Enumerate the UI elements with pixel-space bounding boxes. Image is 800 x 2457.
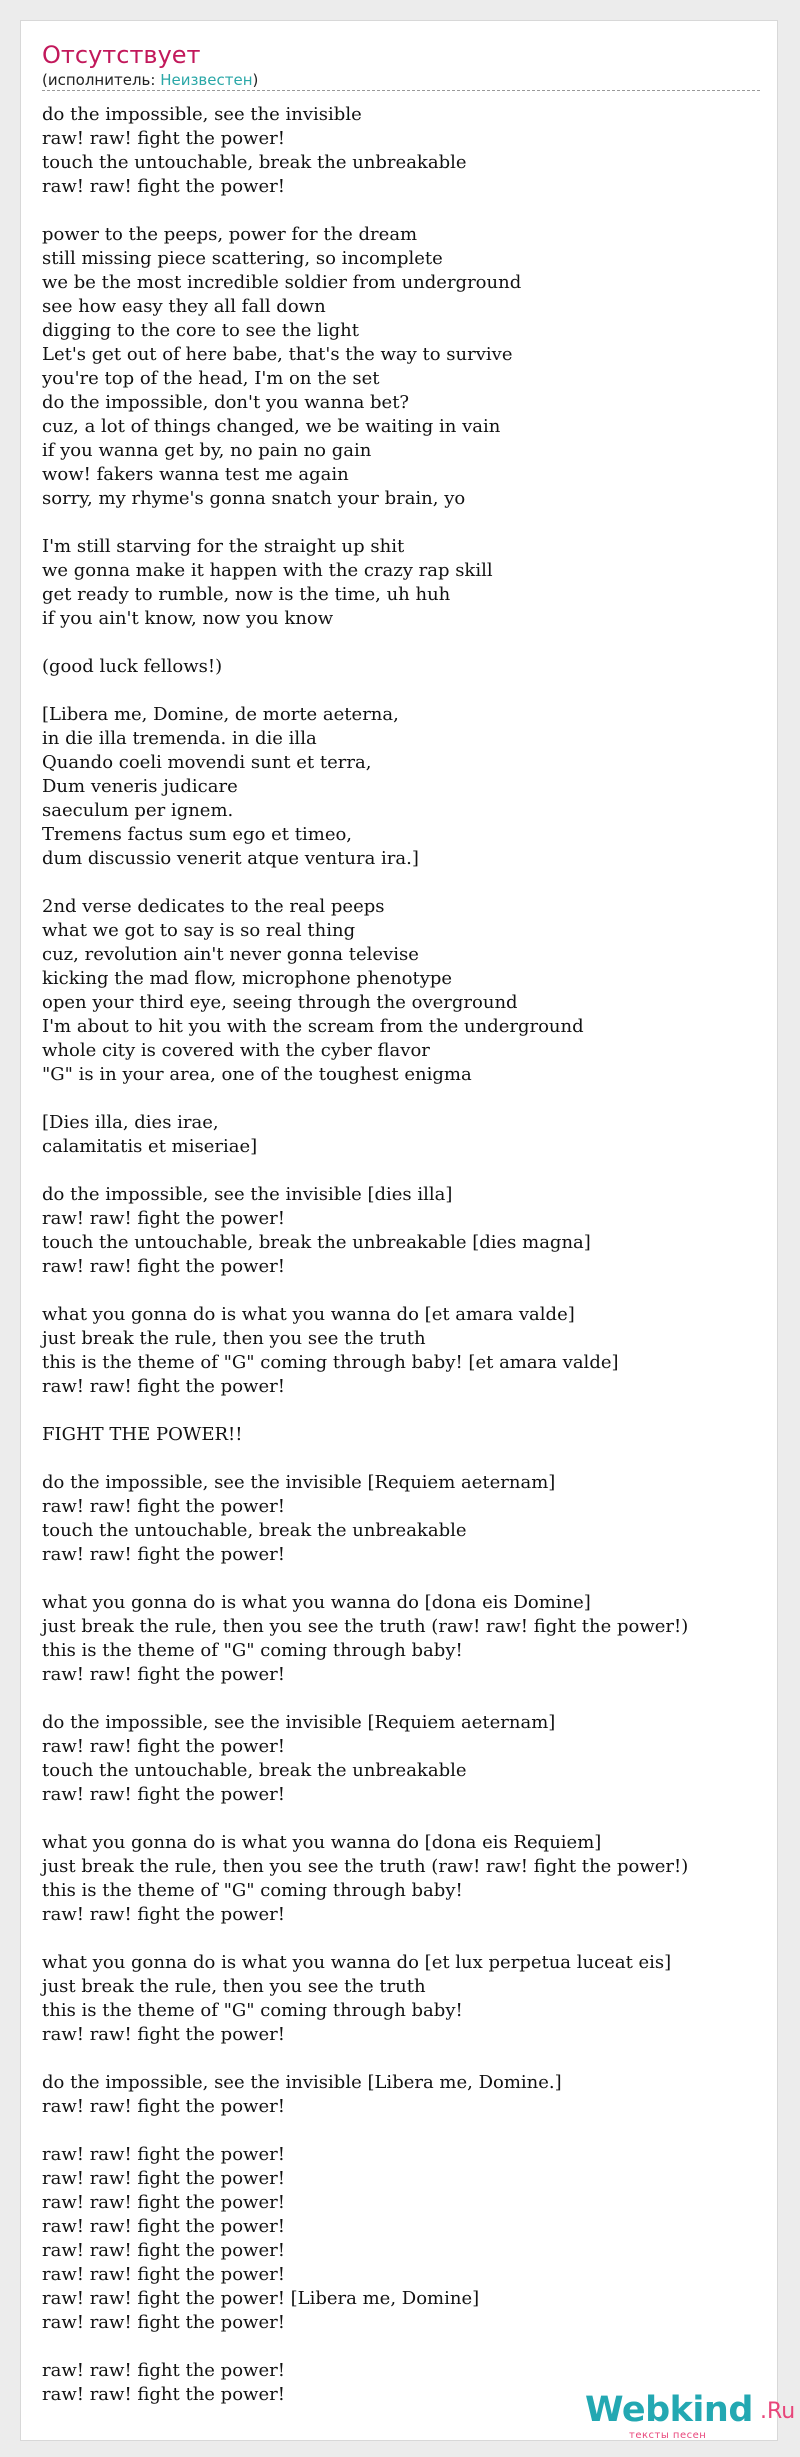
divider <box>42 90 760 91</box>
lyrics-card <box>20 20 796 2441</box>
lyrics-text: do the impossible, see the invisible raw! raw! fight the power! touch the untouchable, break the unbreakable raw! raw! fight the power! power to the peeps, power for the dream still missing piece scattering, so incomplete we be the most incredible soldier from underground see how easy they all fall down digging to the core to see the light Let's get out of here babe, that's the way to survive you're top of the head, I'm on the set do the impossible, don't you wanna bet? cuz, a lot of things changed, we be waiting in vain if you wanna get by, no pain no gain wow! fakers wanna test me again sorry, my rhyme's gonna snatch your brain, yo I'm still starving for the straight up shit we gonna make it happen with the crazy rap skill get ready to rumble, now is the time, uh huh if you ain't know, now you know (good luck fellows!) [Libera me, Domine, de morte aeterna, in die illa tremenda. in die illa Quando coeli movendi sunt et terra, Dum veneris judicare saeculum per ignem. Tremens factus sum ego et timeo, dum discussio venerit atque ventura ira.] 2nd verse dedicates to the real peeps what we got to say is so real thing cuz, revolution ain't never gonna televise kicking the mad flow, microphone phenotype open your third eye, seeing through the overground I'm about to hit you with the scream from the underground whole city is covered with the cyber flavor "G" is in your area, one of the toughest enigma [Dies illa, dies irae, calamitatis et miseriae] do the impossible, see the invisible [dies illa] raw! raw! fight the power! touch the untouchable, break the unbreakable [dies magna] raw! raw! fight the power! what you gonna do is what you wanna do [et amara valde] just break the rule, then you see the truth this is the theme of "G" coming through baby! [et amara valde] raw! raw! fight the power! FIGHT THE POWER!! do the impossible, see the invisible [Requiem aeternam] raw! raw! fight the power! touch the untouchable, break the unbreakable raw! raw! fight the power! what you gonna do is what you wanna do [dona eis Domine] just break the rule, then you see the truth (raw! raw! fight the power!) this is the theme of "G" coming through baby! raw! raw! fight the power! do the impossible, see the invisible [Requiem aeternam] raw! raw! fight the power! touch the untouchable, break the unbreakable raw! raw! fight the power! what you gonna do is what you wanna do [dona eis Requiem] just break the rule, then you see the truth (raw! raw! fight the power!) this is the theme of "G" coming through baby! raw! raw! fight the power! what you gonna do is what you wanna do [et lux perpetua luceat eis] just break the rule, then you see the truth this is the theme of "G" coming through baby! raw! raw! fight the power! do the impossible, see the invisible [Libera me, Domine.] raw! raw! fight the power! raw! raw! fight the power! raw! raw! fight the power! raw! raw! fight the power! raw! raw! fight the power! raw! raw! fight the power! raw! raw! fight the power! raw! raw! fight the power! [Libera me, Domine] raw! raw! fight the power! raw! raw! fight the power! raw! raw! fight the power! <box>42 104 689 2405</box>
site-logo[interactable] <box>585 2389 796 2451</box>
artist-prefix: (исполнитель: <box>42 71 161 89</box>
logo-wordmark: Webkind <box>585 2390 753 2430</box>
artist-suffix: ) <box>252 71 259 89</box>
logo-tagline: тексты песен <box>629 2430 707 2441</box>
artist-line <box>42 70 258 90</box>
artist-link[interactable]: Неизвестен <box>160 71 253 89</box>
logo-domain: .Ru <box>760 2399 796 2424</box>
song-title: Отсутствует <box>42 41 201 69</box>
